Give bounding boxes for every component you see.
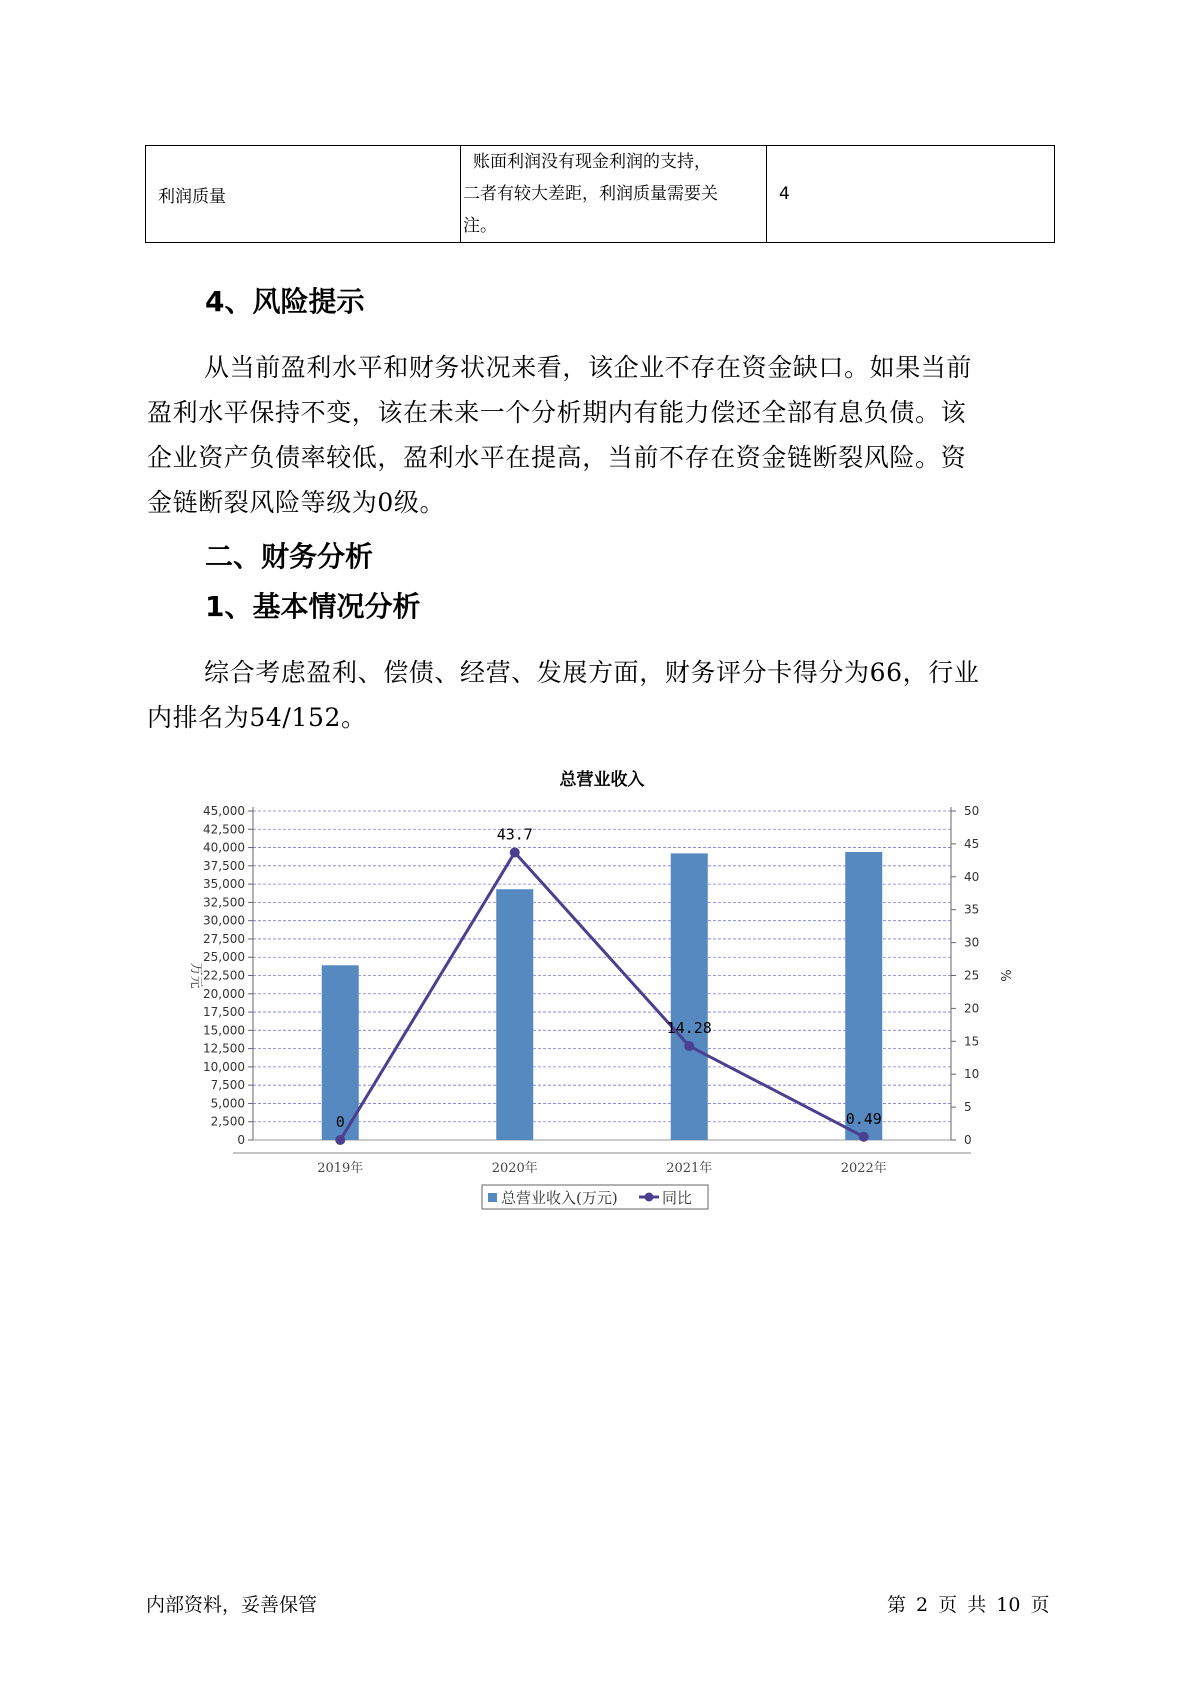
y-right-tick-label: 45 (964, 836, 980, 851)
comment-line: 账面利润没有现金利润的支持， (473, 152, 711, 172)
y-right-tick-label: 20 (964, 1001, 980, 1016)
risk-paragraph-line: 从当前盈利水平和财务状况来看，该企业不存在资金缺口。如果当前 (204, 353, 973, 382)
table-cell-item: 利润质量 (146, 146, 461, 243)
yoy-point (684, 1041, 694, 1051)
y-tick-label: 32,500 (203, 895, 245, 910)
footer-page-number: 第 2 页 共 10 页 (887, 1594, 1050, 1616)
y-tick-label: 2,500 (210, 1114, 245, 1129)
y-right-tick-label: 15 (964, 1034, 980, 1049)
y-tick-label: 10,000 (203, 1059, 245, 1074)
y-right-tick-label: 50 (964, 804, 980, 818)
y-tick-label: 45,000 (203, 804, 245, 818)
bar (845, 852, 882, 1140)
y-right-tick-label: 5 (964, 1100, 972, 1115)
basic-paragraph-line: 综合考虑盈利、偿债、经营、发展方面，财务评分卡得分为66，行业 (204, 658, 980, 687)
y-tick-label: 37,500 (203, 858, 245, 873)
y-tick-label: 15,000 (203, 1023, 245, 1038)
footer-confidential-note: 内部资料，妥善保管 (146, 1594, 318, 1616)
y-right-tick-label: 10 (964, 1067, 980, 1082)
y-tick-label: 0 (237, 1133, 245, 1147)
yoy-point (335, 1135, 345, 1145)
y-tick-label: 5,000 (210, 1096, 245, 1111)
bar (671, 853, 708, 1140)
basic-paragraph-line: 内排名为54/152。 (147, 703, 367, 732)
x-tick-label: 2020年 (491, 1161, 538, 1176)
y-tick-label: 17,500 (203, 1005, 245, 1020)
yoy-line (340, 852, 864, 1140)
y-tick-label: 22,500 (203, 968, 245, 983)
data-label: 43.7 (496, 825, 533, 844)
y-tick-label: 25,000 (203, 950, 245, 965)
data-label: 14.28 (666, 1019, 712, 1038)
risk-paragraph-line: 盈利水平保持不变，该在未来一个分析期内有能力偿还全部有息负债。该 (147, 398, 967, 427)
data-label: 0.49 (845, 1109, 882, 1128)
table-row (146, 146, 1055, 243)
y-right-tick-label: 40 (964, 869, 980, 884)
y-right-tick-label: 0 (964, 1133, 972, 1147)
y-right-tick-label: 30 (964, 935, 980, 950)
y-right-axis-label: % (997, 969, 1012, 982)
legend-line-marker (645, 1193, 654, 1202)
comment-line: 注。 (463, 216, 497, 236)
y-right-tick-label: 35 (964, 902, 980, 917)
table-cell-score: 4 (767, 146, 1055, 243)
y-right-tick-label: 25 (964, 968, 980, 983)
comment-line: 二者有较大差距，利润质量需要关 (463, 184, 718, 204)
y-axis-label: 万元 (188, 962, 203, 989)
risk-heading: 4、风险提示 (205, 285, 365, 318)
legend-label: 同比 (662, 1189, 693, 1207)
y-tick-label: 12,500 (203, 1041, 245, 1056)
basic-analysis-heading: 1、基本情况分析 (205, 590, 421, 623)
y-tick-label: 20,000 (203, 986, 245, 1001)
table-cell-comment (461, 146, 767, 243)
y-tick-label: 7,500 (210, 1078, 245, 1093)
data-label: 0 (335, 1113, 345, 1131)
legend-bar-swatch (488, 1193, 497, 1202)
y-tick-label: 27,500 (203, 931, 245, 946)
x-tick-label: 2019年 (317, 1161, 364, 1176)
y-tick-label: 35,000 (203, 877, 245, 892)
risk-paragraph-line: 金链断裂风险等级为0级。 (147, 488, 446, 517)
y-tick-label: 30,000 (203, 913, 245, 928)
risk-paragraph-line: 企业资产负债率较低，盈利水平在提高，当前不存在资金链断裂风险。资 (147, 443, 967, 472)
legend-label: 总营业收入(万元) (501, 1189, 618, 1207)
y-tick-label: 40,000 (203, 840, 245, 855)
chart-title: 总营业收入 (559, 770, 645, 790)
revenue-chart (170, 760, 1030, 1220)
y-tick-label: 42,500 (203, 822, 245, 837)
yoy-point (510, 847, 520, 857)
profit-quality-table (145, 145, 1055, 243)
bar (496, 889, 533, 1140)
x-tick-label: 2022年 (840, 1161, 887, 1176)
yoy-point (859, 1132, 869, 1142)
x-tick-label: 2021年 (666, 1161, 713, 1176)
finance-analysis-heading: 二、财务分析 (205, 540, 374, 573)
